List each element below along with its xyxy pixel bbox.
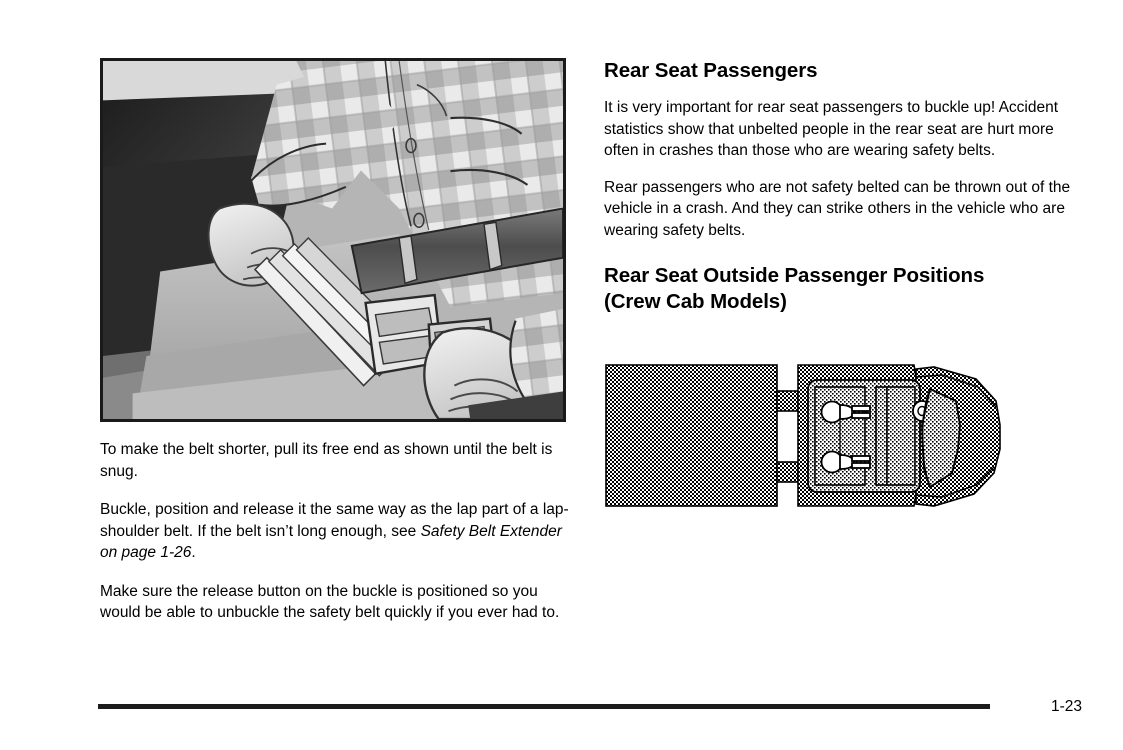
footer-rule	[98, 704, 990, 709]
seat-belt-photo-graphic	[103, 61, 563, 419]
seat-belt-adjustment-illustration	[100, 58, 566, 422]
front-seat-right	[887, 387, 915, 485]
paragraph-release-button: Make sure the release button on the buckle is positioned so you would be able to unbuckle the safety belt quickly if you ever had to.	[100, 582, 560, 621]
page-number: 1-23	[1050, 698, 1082, 715]
paragraph-buckle-position	[100, 499, 570, 564]
bed-cab-connector-lower	[777, 462, 798, 482]
right-column	[604, 58, 1078, 524]
paragraph-belt-shorter: To make the belt shorter, pull its free end as shown until the belt is snug.	[100, 441, 553, 480]
truck-cargo-bed	[606, 365, 777, 506]
paragraph-thrown-out: Rear passengers who are not safety belted can be thrown out of the vehicle in a crash. And they can strike others in the vehicle who are wearing safety belts.	[604, 178, 1071, 239]
bed-cab-connector-upper	[777, 391, 798, 411]
heading-rear-seat-outside-positions: Rear Seat Outside Passenger Positions	[604, 264, 985, 287]
cross-reference-period: .	[191, 544, 196, 561]
passenger-arm-lower-b	[852, 463, 870, 468]
paragraph-buckle-text: Buckle, position and release it the same way as the lap part of a lap-shoulder belt. If the belt isn’t long enough, see	[100, 501, 569, 540]
left-column	[100, 58, 570, 624]
passenger-arm-upper-b	[852, 413, 870, 418]
passenger-arm-upper-a	[852, 406, 870, 411]
heading-rear-seat-passengers: Rear Seat Passengers	[604, 59, 818, 82]
heading-crew-cab-models: (Crew Cab Models)	[604, 290, 787, 313]
passenger-arm-lower-a	[852, 456, 870, 461]
front-seat-left	[876, 387, 887, 485]
paragraph-importance: It is very important for rear seat passengers to buckle up! Accident statistics show that unbelted people in the rear seat are hurt more often in crashes than those who are wearing safety belts.	[604, 99, 1059, 159]
crew-cab-top-view-diagram	[604, 349, 1054, 524]
cross-reference-safety-belt-extender: Safety Belt Extender on page 1-26	[100, 522, 562, 561]
crew-cab-diagram-graphic	[604, 349, 1054, 524]
